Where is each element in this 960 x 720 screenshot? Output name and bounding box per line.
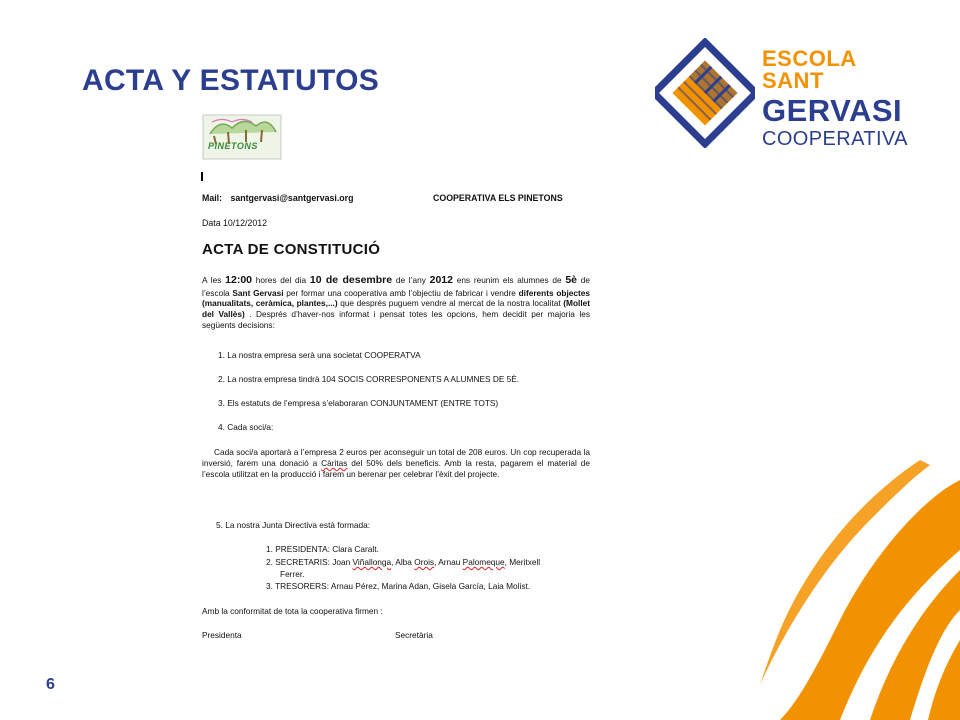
slide-title: ACTA Y ESTATUTOS [82,64,380,97]
board-member-1: 1. PRESIDENTA: Clara Caralt. [266,544,379,554]
board-member-2-continued: Ferrer. [280,569,305,579]
decision-item-3: 3. Els estatuts de l’empresa s’elaboraran CONJUNTAMENT (ENTRE TOTS) [218,398,499,408]
stamp-drawing-icon [202,114,282,160]
cooperative-name: COOPERATIVA ELS PINETONS [433,193,563,203]
orange-swirl-decoration-icon [720,460,960,720]
document-image [196,108,600,648]
mail-row [202,193,597,204]
decision-item-2: 2. La nostra empresa tindrà 104 SOCIS CORRESPONENTS A ALUMNES DE 5È. [218,374,520,384]
contribution-paragraph: Cada soci/a aportarà a l’empresa 2 euros per aconseguir un total de 208 euros. Un cop recuperada la inversió, farem una donació a Càritas del 50% dels beneficis. Amb la resta, pagarem el material de l’escola utilitzat en la producció i farem un berenar per celebrar l’èxit del projecte. [202,447,590,479]
decision-item-1: 1. La nostra empresa serà una societat COOPERATVA [218,350,421,360]
signer-secretaria: Secretària [395,630,433,640]
decision-item-5: 5. La nostra Junta Directiva està formada: [216,520,371,530]
intro-paragraph: A les 12:00 hores del dia 10 de desembre de l’any 2012 ens reunim els alumnes de 5è de l’escola Sant Gervasi per formar una cooperativa amb l’objectiu de fabricar i vendre diferents objectes (manualitats, ceràmica, plantes,...) que després puguem vendre al mercat de la nostra localitat (Mollet del Vallès) . Després d’haver-nos informat i pensat totes les opcions, hem decidit per majoria les següents decisions: [202,274,591,330]
document-date: Data 10/12/2012 [202,218,268,228]
pinetons-stamp [202,114,282,160]
decision-item-4: 4. Cada soci/a: [218,422,274,432]
board-member-3: 3. TRESORERS: Arnau Pérez, Marina Adan, Gisela García, Laia Molist. [266,581,531,591]
document-title: ACTA DE CONSTITUCIÓ [202,241,381,258]
text-cursor [201,172,203,181]
signature-labels [202,630,592,641]
mail-value: santgervasi@santgervasi.org [230,193,354,203]
logo-line-1: ESCOLA SANT [762,46,856,93]
mail-label: Mail: [202,193,223,203]
page-number: 6 [46,676,55,693]
conformity-line: Amb la conformitat de tota la cooperativa firmen : [202,606,383,616]
board-member-2: 2. SECRETARIS: Joan Viñallonga, Alba Orois, Arnau Palomeque, Meritxell [266,557,541,567]
signer-presidenta: Presidenta [202,630,242,640]
logo-line-3: COOPERATIVA [762,128,908,150]
stamp-label: PINETONS [208,141,258,151]
logo-emblem-icon [655,38,755,148]
school-logo [655,38,915,148]
logo-line-2: GERVASI [762,93,903,128]
